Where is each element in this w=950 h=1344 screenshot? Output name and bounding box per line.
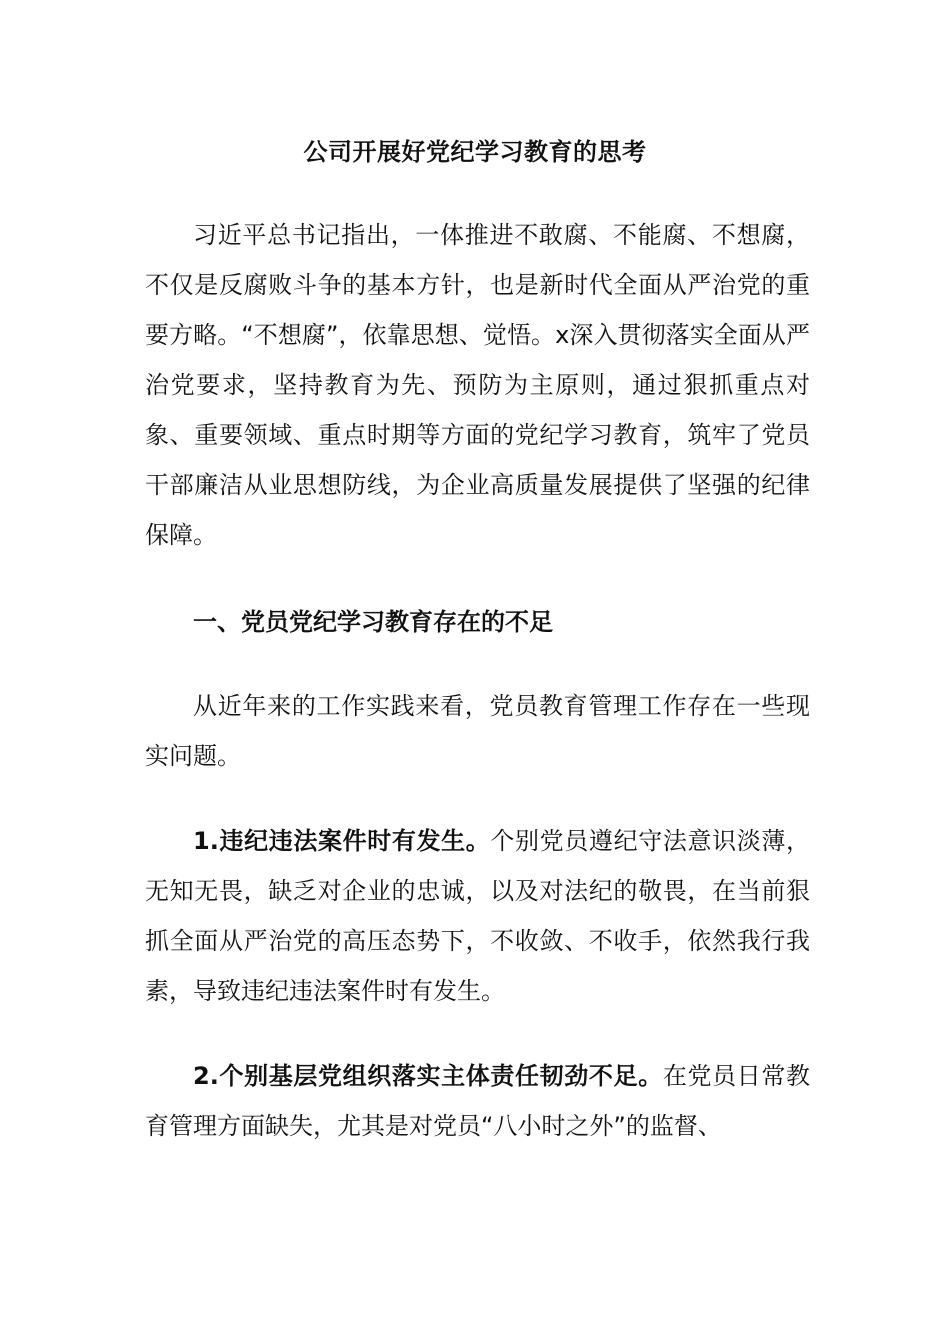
item-2-text: 在党员日常教育管理方面缺失，尤其是对党员“八小时之外”的监督、 bbox=[145, 1062, 810, 1140]
document-title: 公司开展好党纪学习教育的思考 bbox=[303, 138, 647, 166]
item-2-lead: 2.个别基层党组织落实主体责任韧劲不足。 bbox=[193, 1062, 663, 1090]
item-1-paragraph bbox=[145, 816, 810, 1016]
item-2-paragraph bbox=[145, 1051, 810, 1151]
section-intro-paragraph bbox=[145, 681, 810, 781]
section-intro-text: 从近年来的工作实践来看，党员教育管理工作存在一些现实问题。 bbox=[145, 692, 810, 770]
section-heading: 一、党员党纪学习教育存在的不足 bbox=[193, 608, 553, 636]
item-1-lead: 1.违纪违法案件时有发生。 bbox=[193, 827, 491, 855]
intro-paragraph bbox=[145, 210, 810, 560]
item-1-text: 个别党员遵纪守法意识淡薄，无知无畏，缺乏对企业的忠诚，以及对法纪的敬畏，在当前狠抓全面从严治党的高压态势下，不收敛、不收手，依然我行我素，导致违纪违法案件时有发生。 bbox=[145, 827, 810, 1005]
intro-text: 习近平总书记指出，一体推进不敢腐、不能腐、不想腐，不仅是反腐败斗争的基本方针，也是新时代全面从严治党的重要方略。“不想腐”，依靠思想、觉悟。x深入贯彻落实全面从严治党要求，坚持教育为先、预防为主原则，通过狠抓重点对象、重要领域、重点时期等方面的党纪学习教育，筑牢了党员干部廉洁从业思想防线，为企业高质量发展提供了坚强的纪律保障。 bbox=[145, 221, 810, 549]
